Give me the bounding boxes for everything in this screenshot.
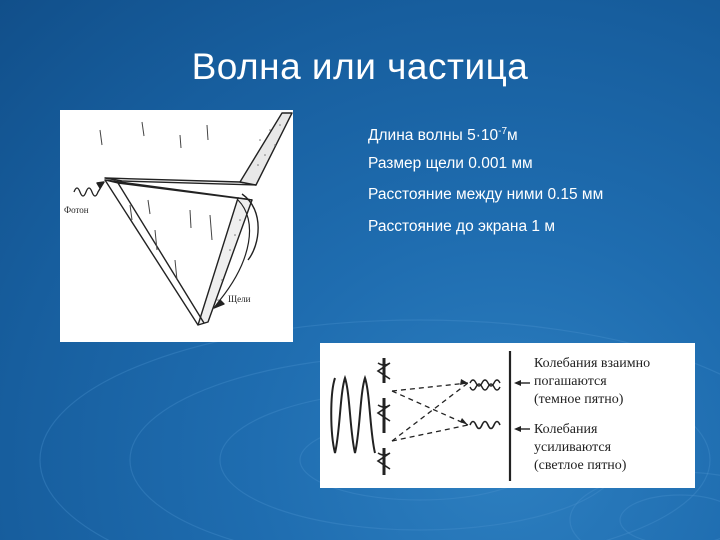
dark-label-line1: Колебания взаимно xyxy=(534,356,651,371)
fact-wavelength-unit: м xyxy=(507,127,518,145)
slits-label: Щели xyxy=(228,294,251,304)
slide-title: Волна или частица xyxy=(191,46,529,87)
interference-drawing xyxy=(320,343,695,488)
fact-wavelength-exponent: -7 xyxy=(498,126,508,137)
fact-wavelength-text: Длина волны 5·10 xyxy=(368,127,499,145)
fact-screen-distance: Расстояние до экрана 1 м xyxy=(368,217,555,235)
bright-label-line2: усиливаются xyxy=(534,440,612,455)
interference-figure xyxy=(320,343,695,488)
slit-figure xyxy=(60,110,293,342)
fact-slit-distance: Расстояние между ними 0.15 мм xyxy=(368,186,604,203)
fact-wavelength xyxy=(368,122,603,154)
dark-label-line3: (темное пятно) xyxy=(534,392,624,407)
photon-label: Фотон xyxy=(64,205,89,215)
fact-slit-size: Размер щели 0.001 мм xyxy=(368,154,533,172)
slit-drawing xyxy=(60,110,293,342)
facts-list xyxy=(368,122,603,248)
bright-label-line3: (светлое пятно) xyxy=(534,458,627,473)
dark-label-line2: погашаются xyxy=(534,374,607,389)
bright-label-line1: Колебания xyxy=(534,422,598,437)
